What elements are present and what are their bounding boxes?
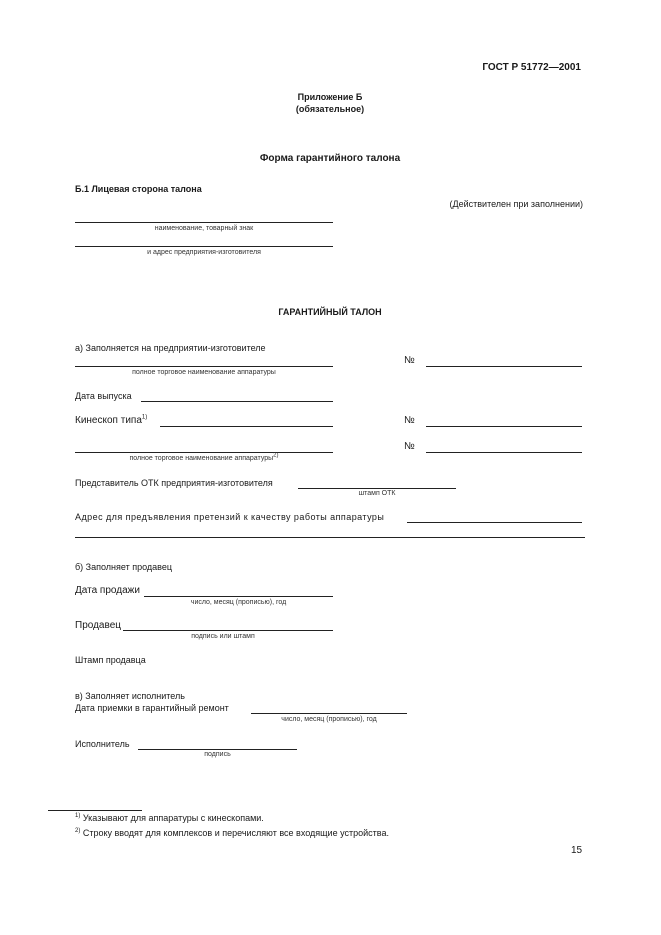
device-name-line[interactable] [75,366,333,367]
coupon-title: ГАРАНТИЙНЫЙ ТАЛОН [278,307,382,317]
validity-note: (Действителен при заполнении) [449,199,583,209]
number-sign: № [404,441,415,452]
appendix-title: Приложение Б [297,92,363,102]
caption-signature: подпись [204,751,231,758]
claims-address-label: Адрес для предъявления претензий к качеству работы аппаратуры [75,512,385,522]
footnote-ref-1: 1) [141,414,148,421]
part-v-heading: в) Заполняет исполнитель [75,691,185,701]
sale-date-line[interactable] [144,596,333,597]
section-b1-title: Б.1 Лицевая сторона талона [75,184,202,194]
caption-name-trademark: наименование, товарный знак [154,225,254,232]
repair-date-line[interactable] [251,713,407,714]
seller-label: Продавец [75,620,121,631]
caption-device-full-name-2: полное торговое наименование аппаратуры$^{2)}$ [129,452,279,462]
component-number-line[interactable] [426,452,582,453]
kinescope-label: Кинескоп типа$^{1)}$ [75,414,148,426]
manufacturer-name-line[interactable] [75,222,333,223]
form-title: Форма гарантийного талона [259,153,401,164]
caption-manufacturer-address: и адрес предприятия-изготовителя [147,249,261,256]
footnote-1: $^{1)}$ Указывают для аппаратуры с кинескопами. [75,813,264,823]
page-number: 15 [571,845,583,856]
footnote-2: $^{2)}$ Строку вводят для комплексов и перечисляют все входящие устройства. [75,828,389,838]
otk-stamp-line[interactable] [298,488,456,489]
part-a-heading: а) Заполняется на предприятии-изготовителе [75,343,266,353]
claims-address-line[interactable] [407,522,582,523]
executor-label: Исполнитель [75,739,130,749]
kinescope-number-line[interactable] [426,426,582,427]
caption-otk-stamp: штамп ОТК [358,490,396,497]
kinescope-type-line[interactable] [160,426,333,427]
appendix-subtitle: (обязательное) [295,104,365,114]
repair-date-label: Дата приемки в гарантийный ремонт [75,703,229,713]
otk-representative-label: Представитель ОТК предприятия-изготовителя [75,478,273,488]
caption-sale-date: число, месяц (прописью), год [190,599,287,606]
number-sign: № [404,355,415,366]
component-name-line[interactable] [75,452,333,453]
footnote-separator [48,810,142,811]
release-date-line[interactable] [141,401,333,402]
device-number-line[interactable] [426,366,582,367]
release-date-label: Дата выпуска [75,391,132,401]
part-b-heading: б) Заполняет продавец [75,562,172,572]
caption-device-full-name: полное торговое наименование аппаратуры [132,369,276,376]
claims-address-line-2[interactable] [75,537,585,538]
manufacturer-address-line[interactable] [75,246,333,247]
standard-number: ГОСТ Р 51772—2001 [482,62,581,73]
seller-stamp-label: Штамп продавца [75,655,146,665]
number-sign: № [404,415,415,426]
executor-signature-line[interactable] [138,749,297,750]
seller-signature-line[interactable] [123,630,333,631]
sale-date-label: Дата продажи [75,585,140,596]
caption-signature-stamp: подпись или штамп [191,633,255,640]
caption-repair-date: число, месяц (прописью), год [281,716,377,723]
footnote-ref-2: 2) [273,452,279,459]
